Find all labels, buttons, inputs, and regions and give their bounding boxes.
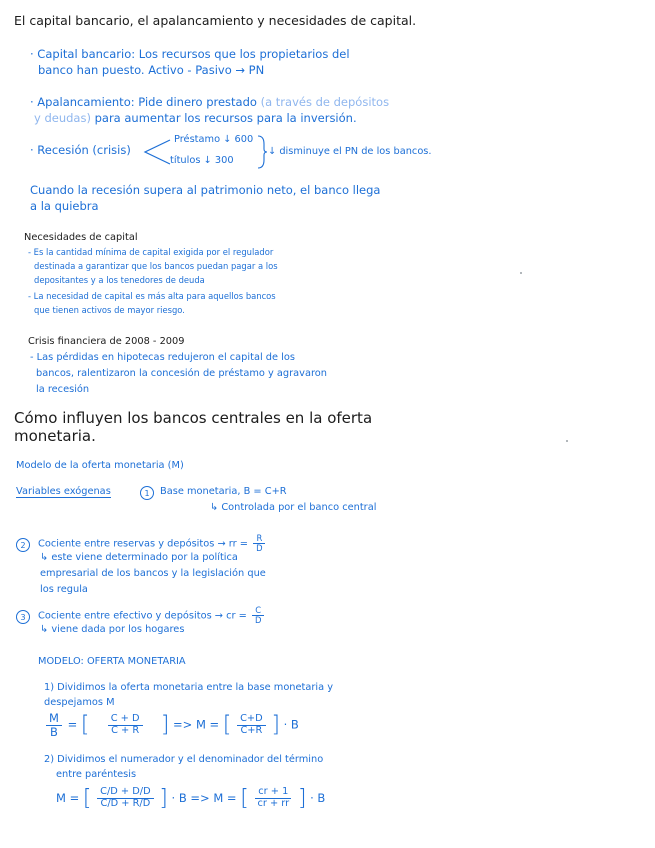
bracket-open: [: [80, 712, 90, 738]
number-1-circle: 1: [140, 486, 154, 500]
formula-1: [44, 712, 299, 738]
modelo-step1-line1: 1) Dividimos la oferta monetaria entre la base monetaria y: [44, 682, 334, 693]
formula1-inner-den: C + R: [111, 724, 140, 736]
formula2-inner-den: C/D + R/D: [100, 798, 151, 810]
cociente-efectivo-text: Cociente entre efectivo y depósitos → cr =: [38, 610, 247, 622]
formula2-inner: [97, 787, 154, 810]
necesidades-heading: Necesidades de capital: [24, 232, 138, 243]
rr-fraction: [253, 534, 265, 553]
section2-title-line2: monetaria.: [14, 427, 96, 445]
necesidades-bullet1-line2: destinada a garantizar que los bancos puedan pagar a los: [34, 261, 278, 271]
quiebra-line1: Cuando la recesión supera al patrimonio neto, el banco llega: [30, 183, 381, 197]
formula2-inner-num: C/D + D/D: [97, 787, 154, 799]
necesidades-bullet2-line1: - La necesidad de capital es más alta para aquellos bancos: [28, 291, 276, 301]
formula1-lhs: [46, 712, 62, 738]
bracket-open: [: [222, 712, 232, 738]
bracket-close: ]: [160, 712, 170, 738]
crisis-heading: Crisis financiera de 2008 - 2009: [28, 336, 185, 347]
formula1-inner-num: C + D: [108, 714, 143, 726]
formula2-mid: · B => M =: [171, 791, 237, 806]
cociente-reservas-note1: ↳ este viene determinado por la política: [40, 552, 238, 563]
formula2-lhs: M =: [56, 791, 80, 806]
base-monetaria-line: Base monetaria, B = C+R: [160, 486, 287, 497]
modelo-step2-line1: 2) Dividimos el numerador y el denominador del término: [44, 754, 324, 765]
capital-bancario-line1: [30, 48, 350, 61]
recesion-label: · Recesión (crisis): [30, 143, 131, 157]
cociente-efectivo-note: ↳ viene dada por los hogares: [40, 624, 185, 635]
necesidades-bullet1-line3: depositantes y a los tenedores de deuda: [34, 275, 205, 285]
necesidades-bullet2-line2: que tienen activos de mayor riesgo.: [34, 305, 185, 315]
necesidades-bullet1-line1: - Es la cantidad mínima de capital exigida por el regulador: [28, 247, 274, 257]
recesion-item-prestamo: Préstamo ↓ 600: [174, 134, 254, 145]
formula1-inner: [95, 714, 155, 737]
formula1-equals: =: [67, 717, 78, 732]
formula1-result-num: C+D: [237, 714, 266, 726]
cociente-reservas-note3: los regula: [40, 584, 88, 595]
apalancamiento-line2: [34, 112, 357, 125]
apalancamiento-line1: [30, 96, 389, 109]
modelo-heading: MODELO: OFERTA MONETARIA: [38, 656, 186, 667]
cr-fraction: [252, 606, 264, 625]
bracket-close: ]: [271, 712, 280, 738]
capital-bancario-definition: Los recursos que los propietarios del: [138, 47, 350, 61]
recesion-result: ↓ disminuye el PN de los bancos.: [268, 146, 432, 157]
crisis-line1: - Las pérdidas en hipotecas redujeron el capital de los: [30, 352, 295, 363]
apalancamiento-label: · Apalancamiento:: [30, 95, 135, 109]
variables-exogenas-label: Variables exógenas: [16, 486, 111, 497]
section2-title-line1: Cómo influyen los bancos centrales en la oferta: [14, 409, 373, 427]
page-title: El capital bancario, el apalancamiento y necesidades de capital.: [14, 13, 417, 28]
number-2-circle: 2: [16, 538, 30, 552]
cr-numerator: C: [252, 606, 264, 616]
apalancamiento-definition: Pide dinero prestado: [138, 95, 257, 109]
crisis-line2: bancos, ralentizaron la concesión de préstamo y agravaron: [36, 368, 327, 379]
bracket-close: ]: [297, 786, 307, 811]
formula2-result-num: cr + 1: [255, 787, 291, 799]
recesion-branch: [142, 136, 172, 168]
apalancamiento-definition-end: para aumentar los recursos para la inversión.: [94, 111, 357, 125]
cociente-reservas-note2: empresarial de los bancos y la legislación que: [40, 568, 266, 579]
rr-numerator: R: [253, 534, 265, 544]
formula1-lhs-num: M: [46, 712, 62, 726]
bracket-open: [: [240, 786, 249, 811]
apalancamiento-note-end: y deudas): [34, 111, 91, 125]
base-monetaria-note: ↳ Controlada por el banco central: [210, 502, 377, 513]
cociente-reservas-line: [38, 534, 268, 553]
bracket-open: [: [82, 786, 92, 811]
formula1-tail: · B: [283, 717, 299, 732]
formula2-result-den: cr + rr: [257, 798, 290, 810]
bracket-close: ]: [159, 786, 168, 811]
apalancamiento-note: (a través de depósitos: [260, 95, 390, 109]
formula2-tail: · B: [310, 791, 326, 806]
formula1-lhs-den: B: [50, 724, 58, 739]
number-3-circle: 3: [16, 610, 30, 624]
cociente-reservas-text: Cociente entre reservas y depósitos → rr =: [38, 538, 248, 550]
modelo-step1-line2: despejamos M: [44, 697, 115, 708]
stray-dot: [520, 272, 522, 274]
capital-bancario-label: · Capital bancario:: [30, 47, 136, 61]
quiebra-line2: a la quiebra: [30, 199, 99, 213]
formula2-result: [254, 787, 292, 810]
modelo-oferta-title: Modelo de la oferta monetaria (M): [16, 460, 184, 471]
formula-2: [56, 786, 325, 811]
cr-denominator: D: [255, 615, 262, 626]
crisis-line3: la recesión: [36, 384, 90, 395]
cociente-efectivo-line: [38, 606, 266, 625]
rr-denominator: D: [256, 543, 263, 554]
formula1-arrow: => M =: [173, 717, 220, 732]
recesion-item-titulos: títulos ↓ 300: [170, 155, 234, 166]
stray-dot: [566, 440, 568, 442]
formula1-result-den: C+R: [240, 724, 263, 736]
modelo-step2-line2: entre paréntesis: [56, 769, 137, 780]
formula1-result: [237, 714, 266, 737]
capital-bancario-line2: banco han puesto. Activo - Pasivo → PN: [38, 63, 265, 77]
recesion-brace: [256, 134, 268, 170]
